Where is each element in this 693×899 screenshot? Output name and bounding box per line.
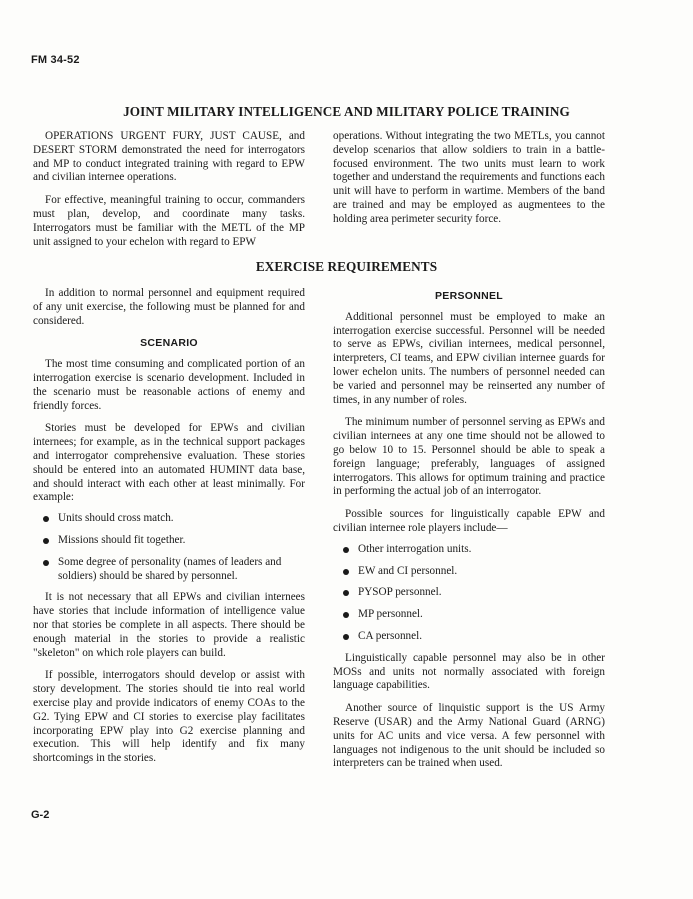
section2-right-column <box>333 290 605 780</box>
list-item <box>333 565 605 579</box>
paragraph: It is not necessary that all EPWs and civilian internees have stories that include information of intelligence value nor that stories be complete in all aspects. There should be enough material in the stories to provide a realistic "skeleton" on which role players can build. <box>33 591 305 659</box>
list-item-text: Other interrogation units. <box>358 542 472 555</box>
scenario-bullet-list <box>33 512 305 583</box>
bullet-icon <box>343 634 349 640</box>
paragraph: The most time consuming and complicated portion of an interrogation exercise is scenario development. Included in the scenario must be reasonable actions of enemy and friendly forces. <box>33 358 305 412</box>
bullet-icon <box>43 516 49 522</box>
paragraph: For effective, meaningful training to occur, commanders must plan, develop, and coordinate many tasks. Interrogators must be familiar with the METL of the MP unit assigned to your echelon with regard to EPW <box>33 194 305 248</box>
paragraph: Possible sources for linguistically capable EPW and civilian internee role players include— <box>333 508 605 534</box>
list-item-text: CA personnel. <box>358 629 423 642</box>
list-item <box>33 556 305 584</box>
list-item <box>333 543 605 557</box>
paragraph: If possible, interrogators should develop or assist with story development. The stories should tie into real world exercise play and provide indicators of enemy COAs to the G2. Tying EPW and CI stories to exercise play facilitates incorporating EPW play into G2 exercise planning and execution. This will help identify and fix many shortcomings in the stories. <box>33 669 305 765</box>
bullet-icon <box>343 547 349 553</box>
paragraph: Additional personnel must be employed to make an interrogation exercise successful. Personnel will be needed to serve as EPWs, civilian internees, medical personnel, interpreters, CI teams, and EPW civilian internee guards for lower echelon units. The numbers of personnel needed can be varied and personnel may be reinserted any number of times, in any number of roles. <box>333 310 605 406</box>
bullet-icon <box>343 590 349 596</box>
paragraph: Another source of linquistic support is the US Army Reserve (USAR) and the Army National Guard (ARNG) units for AC units and vice versa. A few personnel with languages not indigenous to the unit should be included so interpreters can be trained when used. <box>333 702 605 770</box>
list-item <box>333 608 605 622</box>
list-item-text: EW and CI personnel. <box>358 564 458 577</box>
bullet-icon <box>43 560 49 566</box>
personnel-heading: PERSONNEL <box>434 290 504 302</box>
bullet-icon <box>343 569 349 575</box>
list-item <box>333 630 605 644</box>
section1-right-column <box>333 130 605 236</box>
list-item-text: Missions should fit together. <box>58 533 186 546</box>
personnel-bullet-list <box>333 543 605 644</box>
section-title-joint-training: JOINT MILITARY INTELLIGENCE AND MILITARY POLICE TRAINING <box>123 104 570 119</box>
paragraph: OPERATIONS URGENT FURY, JUST CAUSE, and DESERT STORM demonstrated the need for interrogators and MP to conduct integrated training with regard to EPW and civilian internee operations. <box>33 130 305 184</box>
list-item-text: Some degree of personality (names of leaders and soldiers) should be shared by personnel. <box>58 555 282 582</box>
paragraph: Linguistically capable personnel may also be in other MOSs and units not normally associated with foreign language capabilities. <box>333 651 605 692</box>
page-number: G-2 <box>31 809 50 821</box>
list-item-text: MP personnel. <box>358 608 423 621</box>
bullet-icon <box>343 612 349 618</box>
list-item <box>33 512 305 526</box>
paragraph-continued: operations. Without integrating the two METLs, you cannot develop scenarios that allow soldiers to train in a battle-focused environment. The two units must learn to work together and understand the requirements and functions each unit will have to perform in wartime. Members of the band are trained and may be employed as augmentees to the holding area perimeter security force. <box>333 130 605 225</box>
manual-id: FM 34-52 <box>31 54 80 66</box>
scenario-heading: SCENARIO <box>140 337 198 350</box>
list-item <box>333 586 605 600</box>
list-item <box>33 534 305 548</box>
intro-paragraph: In addition to normal personnel and equipment required of any unit exercise, the following must be planned for and considered. <box>33 287 305 327</box>
section-title-exercise-requirements: EXERCISE REQUIREMENTS <box>255 259 438 274</box>
paragraph: The minimum number of personnel serving as EPWs and civilian internees at any one time should not be allowed to go below 10 to 15. Personnel should be able to speak a foreign language; preferably, languages of assigned interrogators. This allows for optimum training and practice in performing the actual job of an interrogator. <box>333 416 605 498</box>
section1-left-column <box>33 130 305 258</box>
list-item-text: Units should cross match. <box>58 512 174 525</box>
list-item-text: PYSOP personnel. <box>358 586 442 599</box>
section2-left-column <box>33 287 305 775</box>
bullet-icon <box>43 538 49 544</box>
paragraph: Stories must be developed for EPWs and civilian internees; for example, as in the technical support packages and interrogator comprehensive evaluation. These stories should be entered into an automated HUMINT data base, and should interact with each other at least minimally. For example: <box>33 422 305 504</box>
